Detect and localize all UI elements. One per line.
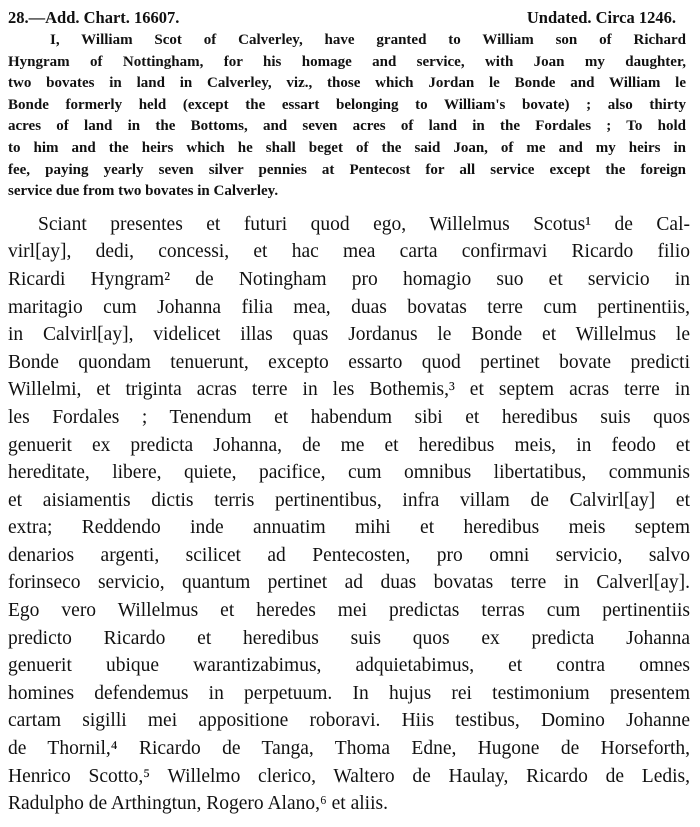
latin-line: in Calvirl[ay], videlicet illas quas Jordanus le Bonde et Willelmus le [8, 324, 690, 346]
charter-date: Undated. Circa 1246. [526, 8, 676, 27]
summary-line: fee, paying yearly seven silver pennies at Pentecost for all service except the foreign [8, 161, 686, 178]
latin-line: hereditate, libere, quiete, pacifice, cum omnibus libertatibus, communis [8, 462, 690, 484]
summary-line: Hyngram of Nottingham, for his homage and service, with Joan my daughter, [8, 53, 686, 70]
latin-line: denarios argenti, scilicet ad Pentecosten, pro omni servicio, salvo [8, 544, 690, 566]
latin-line: Bonde quondam tenuerunt, excepto essarto quod pertinet bovate predicti [8, 351, 690, 373]
summary-line: to him and the heirs which he shall beget of the said Joan, of me and my heirs in [8, 139, 686, 156]
summary-line: service due from two bovates in Calverley. [8, 183, 279, 200]
latin-line: Henrico Scotto,⁵ Willelmo clerico, Waltero de Haulay, Ricardo de Ledis, [8, 765, 690, 787]
latin-charter-text [8, 211, 690, 818]
summary-line: Bonde formerly held (except the essart belonging to William's bovate) ; also thirty [8, 96, 686, 113]
latin-line: Willelmi, et triginta acras terre in les Bothemis,³ et septem acras terre in [8, 379, 690, 401]
latin-line: virl[ay], dedi, concessi, et hac mea carta confirmavi Ricardo filio [8, 241, 690, 263]
latin-line: cartam sigilli mei appositione roboravi. Hiis testibus, Domino Johanne [8, 710, 690, 732]
latin-line: les Fordales ; Tenendum et habendum sibi et heredibus suis quos [8, 406, 690, 428]
charter-header [8, 8, 690, 28]
english-summary [8, 30, 690, 203]
latin-line: maritagio cum Johanna filia mea, duas bovatas terre cum pertinentiis, [8, 296, 690, 318]
latin-line: homines defendemus in perpetuum. In hujus rei testimonium presentem [8, 682, 690, 704]
latin-line: predicto Ricardo et heredibus suis quos ex predicta Johanna [8, 627, 690, 649]
latin-line: et aisiamentis dictis terris pertinentibus, infra villam de Calvirl[ay] et [8, 489, 690, 511]
latin-line: genuerit ex predicta Johanna, de me et heredibus meis, in feodo et [8, 434, 690, 456]
latin-line: Ego vero Willelmus et heredes mei predictas terras cum pertinentiis [8, 600, 690, 622]
latin-line: forinseco servicio, quantum pertinet ad duas bovatas terre in Calverl[ay]. [8, 572, 690, 594]
latin-line: Sciant presentes et futuri quod ego, Willelmus Scotus¹ de Cal- [38, 213, 690, 235]
summary-line: two bovates in land in Calverley, viz., those which Jordan le Bonde and William le [8, 75, 686, 92]
summary-line: I, William Scot of Calverley, have granted to William son of Richard [50, 32, 686, 48]
charter-number: 28.—Add. Chart. 16607. [8, 8, 180, 27]
latin-line: Ricardi Hyngram² de Notingham pro homagio suo et servicio in [8, 268, 690, 290]
summary-line: acres of land in the Bottoms, and seven acres of land in the Fordales ; To hold [8, 118, 686, 135]
latin-line: extra; Reddendo inde annuatim mihi et heredibus meis septem [8, 517, 690, 539]
latin-line: Radulpho de Arthingtun, Rogero Alano,⁶ et aliis. [8, 793, 388, 815]
latin-line: genuerit ubique warantizabimus, adquietabimus, et contra omnes [8, 655, 690, 677]
latin-line: de Thornil,⁴ Ricardo de Tanga, Thoma Edne, Hugone de Horseforth, [8, 738, 690, 760]
